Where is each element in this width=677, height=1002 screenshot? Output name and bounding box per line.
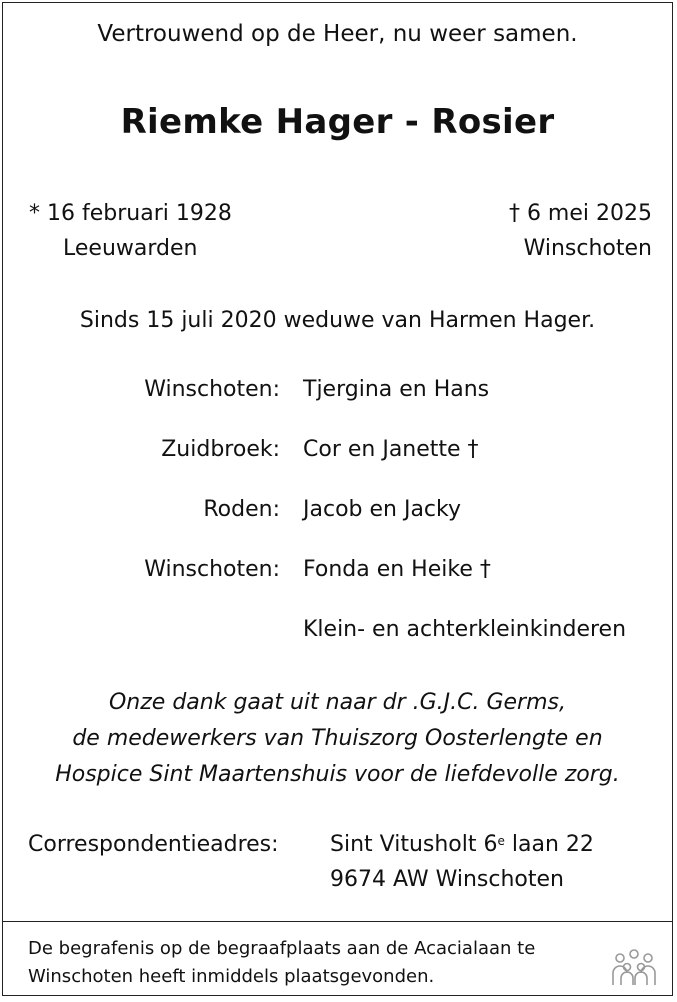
divider — [3, 921, 672, 922]
thanks-line: Onze dank gaat uit naar dr .G.J.C. Germs, — [108, 690, 566, 715]
thanks-line: Hospice Sint Maartenshuis voor de liefdevolle zorg. — [55, 762, 620, 787]
family-place: Roden: — [203, 497, 280, 522]
family-place: Winschoten: — [144, 557, 280, 582]
people-group-icon — [610, 947, 658, 987]
family-names-grandchildren: Klein- en achterkleinkinderen — [303, 617, 627, 642]
birth-place: Leeuwarden — [63, 236, 198, 261]
funeral-note: De begrafenis op de begraafplaats aan de Acacialaan te Winschoten heeft inmiddels plaatsgevonden. — [28, 938, 536, 987]
motto: Vertrouwend op de Heer, nu weer samen. — [97, 21, 578, 47]
family-place: Zuidbroek: — [161, 437, 280, 462]
street-part: Sint Vitusholt 6 — [330, 832, 498, 857]
street-superscript: e — [497, 834, 505, 848]
death-place: Winschoten — [523, 236, 652, 261]
correspondence-label: Correspondentieadres: — [28, 832, 279, 857]
correspondence-street — [330, 832, 594, 857]
death-date: † 6 mei 2025 — [508, 201, 652, 226]
widow-line: Sinds 15 juli 2020 weduwe van Harmen Hager. — [79, 308, 596, 333]
family-names: Fonda en Heike † — [303, 557, 491, 582]
correspondence-city: 9674 AW Winschoten — [330, 867, 564, 892]
birth-date: * 16 februari 1928 — [29, 201, 232, 226]
thanks-message — [3, 685, 672, 793]
street-part: laan 22 — [504, 832, 594, 857]
deceased-name: Riemke Hager - Rosier — [120, 102, 555, 142]
family-names: Jacob en Jacky — [303, 497, 461, 522]
thanks-line: de medewerkers van Thuiszorg Oosterlengte en — [72, 726, 603, 751]
family-names: Cor en Janette † — [303, 437, 479, 462]
family-names: Tjergina en Hans — [303, 377, 490, 402]
obituary-card — [2, 2, 673, 996]
family-place: Winschoten: — [144, 377, 280, 402]
